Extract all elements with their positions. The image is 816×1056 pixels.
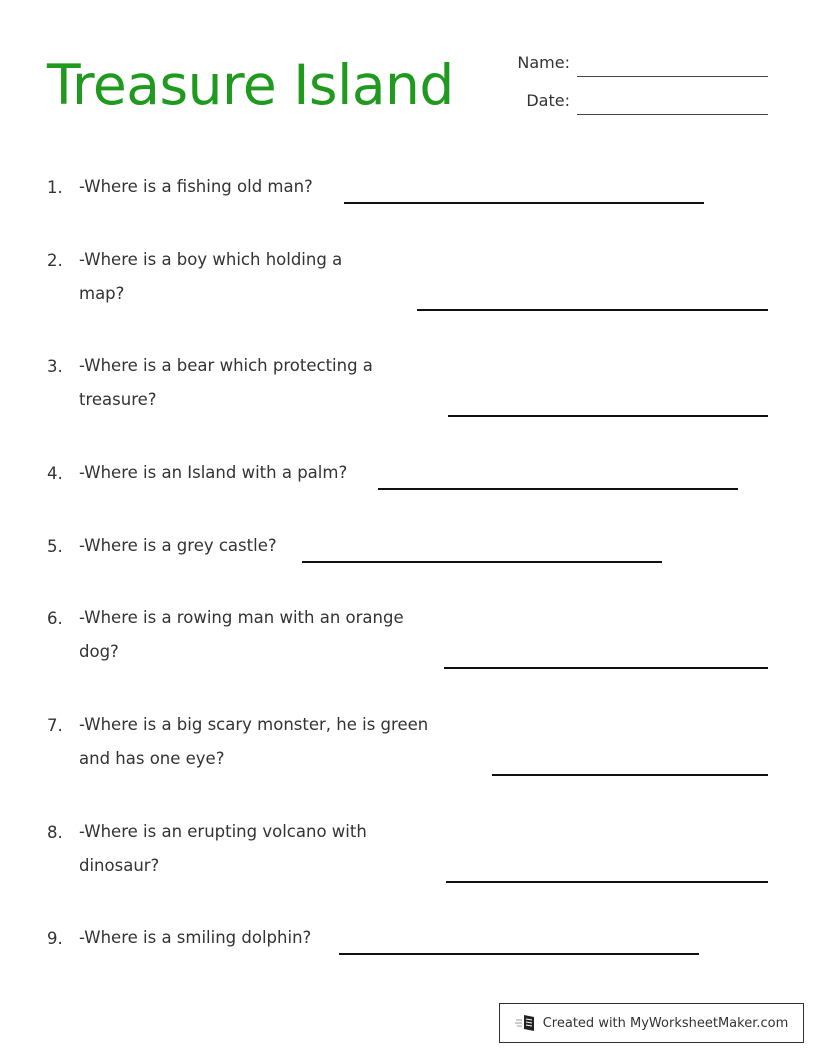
date-field-line[interactable] xyxy=(577,114,768,115)
answer-line[interactable] xyxy=(446,881,768,883)
question-text: -Where is a rowing man with an orange dog? xyxy=(79,608,404,661)
answer-line[interactable] xyxy=(444,667,768,669)
name-field-line[interactable] xyxy=(577,76,768,77)
answer-line[interactable] xyxy=(339,953,699,955)
question-number: 4. xyxy=(47,464,63,483)
worksheet-maker-logo-icon xyxy=(515,1014,537,1032)
worksheet-title: Treasure Island xyxy=(47,53,454,117)
question-number: 6. xyxy=(47,609,63,628)
question-number: 3. xyxy=(47,357,63,376)
question-text: -Where is a smiling dolphin? xyxy=(79,928,312,947)
question-text: -Where is a bear which protecting a treasure? xyxy=(79,356,373,409)
answer-line[interactable] xyxy=(417,309,768,311)
answer-line[interactable] xyxy=(344,202,704,204)
question-text: -Where is a boy which holding a map? xyxy=(79,250,343,303)
date-label: Date: xyxy=(526,91,570,110)
question-number: 8. xyxy=(47,823,63,842)
question-text: -Where is a grey castle? xyxy=(79,536,277,555)
question-number: 2. xyxy=(47,251,63,270)
answer-line[interactable] xyxy=(302,561,662,563)
question-number: 9. xyxy=(47,929,63,948)
question-text: -Where is an erupting volcano with dinosaur? xyxy=(79,822,367,875)
answer-line[interactable] xyxy=(448,415,768,417)
question-text: -Where is a fishing old man? xyxy=(79,177,313,196)
footer-badge[interactable] xyxy=(499,1003,804,1043)
question-text: -Where is a big scary monster, he is green and has one eye? xyxy=(79,715,429,768)
question-number: 1. xyxy=(47,178,63,197)
footer-text: Created with MyWorksheetMaker.com xyxy=(542,1015,789,1031)
question-text: -Where is an Island with a palm? xyxy=(79,463,348,482)
answer-line[interactable] xyxy=(378,488,738,490)
question-number: 7. xyxy=(47,716,63,735)
answer-line[interactable] xyxy=(492,774,768,776)
question-number: 5. xyxy=(47,537,63,556)
name-label: Name: xyxy=(517,53,570,72)
